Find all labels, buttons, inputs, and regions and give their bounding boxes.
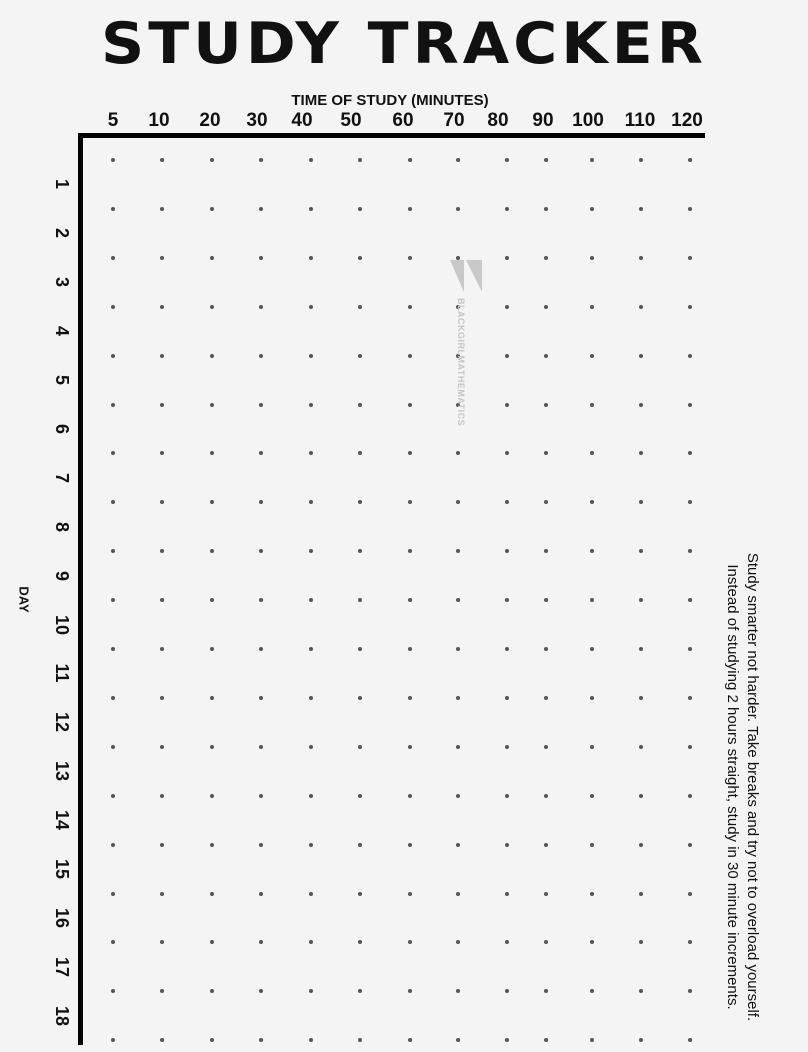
- day-tick-label: 5: [52, 375, 72, 386]
- day-tick-label: 2: [52, 228, 72, 239]
- grid-dot: [160, 647, 164, 651]
- grid-dot: [111, 1038, 115, 1042]
- grid-dot: [160, 451, 164, 455]
- grid-dot: [210, 207, 214, 211]
- grid-dot: [544, 256, 548, 260]
- grid-dot: [590, 989, 594, 993]
- grid-dot: [688, 696, 692, 700]
- grid-dot: [408, 647, 412, 651]
- x-tick-label: 10: [148, 110, 170, 131]
- grid-dot: [688, 794, 692, 798]
- grid-dot: [111, 158, 115, 162]
- grid-dot: [309, 647, 313, 651]
- study-tip-note: [722, 527, 762, 1047]
- day-tick-label: 9: [52, 570, 72, 581]
- grid-dot: [358, 500, 362, 504]
- grid-dot: [639, 1038, 643, 1042]
- grid-dot: [408, 598, 412, 602]
- grid-dot: [544, 158, 548, 162]
- grid-dot: [210, 305, 214, 309]
- grid-dot: [210, 745, 214, 749]
- grid-dot: [358, 207, 362, 211]
- grid-dot: [505, 451, 509, 455]
- grid-dot: [544, 892, 548, 896]
- grid-dot: [408, 940, 412, 944]
- grid-dot: [160, 892, 164, 896]
- grid-dot: [309, 745, 313, 749]
- x-axis-line: [78, 133, 705, 138]
- grid-dot: [358, 745, 362, 749]
- day-tick-label: 17: [52, 956, 72, 977]
- grid-dot: [688, 745, 692, 749]
- grid-dot: [259, 1038, 263, 1042]
- grid-dot: [408, 549, 412, 553]
- grid-dot: [688, 647, 692, 651]
- grid-dot: [358, 794, 362, 798]
- grid-dot: [505, 354, 509, 358]
- grid-dot: [160, 207, 164, 211]
- grid-dot: [639, 843, 643, 847]
- x-tick-label: 20: [199, 110, 221, 131]
- grid-dot: [160, 843, 164, 847]
- x-tick-label: 30: [246, 110, 268, 131]
- grid-dot: [309, 207, 313, 211]
- x-tick-label: 120: [671, 110, 703, 131]
- grid-dot: [590, 158, 594, 162]
- grid-dot: [210, 549, 214, 553]
- grid-dot: [688, 598, 692, 602]
- grid-dot: [111, 794, 115, 798]
- grid-dot: [456, 598, 460, 602]
- grid-dot: [544, 354, 548, 358]
- grid-dot: [111, 940, 115, 944]
- grid-dot: [639, 207, 643, 211]
- grid-dot: [408, 207, 412, 211]
- grid-dot: [505, 647, 509, 651]
- grid-dot: [408, 354, 412, 358]
- grid-dot: [210, 794, 214, 798]
- grid-dot: [210, 940, 214, 944]
- grid-dot: [688, 354, 692, 358]
- grid-dot: [639, 647, 643, 651]
- grid-dot: [544, 403, 548, 407]
- grid-dot: [505, 256, 509, 260]
- grid-dot: [688, 305, 692, 309]
- grid-dot: [639, 598, 643, 602]
- grid-dot: [160, 549, 164, 553]
- day-tick-label: 13: [52, 761, 72, 782]
- grid-dot: [505, 1038, 509, 1042]
- grid-dot: [210, 354, 214, 358]
- grid-dot: [590, 696, 594, 700]
- grid-dot: [309, 598, 313, 602]
- grid-dot: [456, 989, 460, 993]
- grid-dot: [456, 1038, 460, 1042]
- grid-dot: [259, 745, 263, 749]
- grid-dot: [210, 989, 214, 993]
- grid-dot: [688, 207, 692, 211]
- day-tick-label: 8: [52, 521, 72, 532]
- grid-dot: [505, 158, 509, 162]
- grid-dot: [505, 745, 509, 749]
- x-tick-label: 110: [624, 110, 656, 131]
- grid-dot: [160, 989, 164, 993]
- grid-dot: [505, 892, 509, 896]
- grid-dot: [408, 1038, 412, 1042]
- grid-dot: [590, 403, 594, 407]
- grid-dot: [408, 500, 412, 504]
- grid-dot: [688, 940, 692, 944]
- grid-dot: [456, 940, 460, 944]
- grid-dot: [111, 598, 115, 602]
- grid-dot: [160, 598, 164, 602]
- grid-dot: [259, 354, 263, 358]
- grid-dot: [210, 598, 214, 602]
- grid-dot: [505, 989, 509, 993]
- grid-dot: [456, 745, 460, 749]
- x-tick-label: 40: [291, 110, 313, 131]
- day-tick-label: 15: [52, 859, 72, 880]
- grid-dot: [309, 256, 313, 260]
- grid-dot: [639, 696, 643, 700]
- grid-dot: [505, 207, 509, 211]
- grid-dot: [544, 940, 548, 944]
- grid-dot: [259, 843, 263, 847]
- grid-dot: [210, 403, 214, 407]
- grid-dot: [111, 354, 115, 358]
- grid-dot: [688, 256, 692, 260]
- grid-dot: [544, 451, 548, 455]
- grid-dot: [456, 843, 460, 847]
- watermark: [446, 258, 486, 478]
- grid-dot: [688, 989, 692, 993]
- grid-dot: [160, 745, 164, 749]
- grid-dot: [111, 305, 115, 309]
- watermark-logo-icon: [448, 258, 484, 294]
- grid-dot: [408, 696, 412, 700]
- grid-dot: [111, 403, 115, 407]
- grid-dot: [358, 892, 362, 896]
- grid-dot: [210, 647, 214, 651]
- grid-dot: [309, 696, 313, 700]
- grid-dot: [111, 696, 115, 700]
- grid-dot: [688, 1038, 692, 1042]
- grid-dot: [259, 647, 263, 651]
- grid-dot: [456, 207, 460, 211]
- grid-dot: [358, 256, 362, 260]
- grid-dot: [590, 549, 594, 553]
- grid-dot: [259, 403, 263, 407]
- grid-dot: [259, 256, 263, 260]
- y-axis-caption: DAY: [16, 586, 32, 613]
- grid-dot: [111, 892, 115, 896]
- grid-dot: [505, 549, 509, 553]
- grid-dot: [408, 892, 412, 896]
- grid-dot: [309, 354, 313, 358]
- grid-dot: [505, 940, 509, 944]
- grid-dot: [456, 500, 460, 504]
- grid-dot: [160, 256, 164, 260]
- grid-dot: [111, 256, 115, 260]
- grid-dot: [590, 1038, 594, 1042]
- grid-dot: [408, 305, 412, 309]
- grid-dot: [639, 451, 643, 455]
- grid-dot: [210, 696, 214, 700]
- grid-dot: [688, 500, 692, 504]
- grid-dot: [210, 843, 214, 847]
- grid-dot: [160, 500, 164, 504]
- grid-dot: [309, 305, 313, 309]
- day-tick-label: 7: [52, 472, 72, 483]
- grid-dot: [160, 305, 164, 309]
- day-tick-label: 3: [52, 277, 72, 288]
- grid-dot: [544, 500, 548, 504]
- grid-dot: [544, 794, 548, 798]
- grid-dot: [456, 549, 460, 553]
- grid-dot: [408, 843, 412, 847]
- grid-dot: [259, 500, 263, 504]
- grid-dot: [544, 647, 548, 651]
- grid-dot: [639, 354, 643, 358]
- grid-dot: [259, 158, 263, 162]
- day-tick-label: 10: [52, 614, 72, 635]
- grid-dot: [309, 451, 313, 455]
- grid-dot: [639, 305, 643, 309]
- grid-dot: [456, 892, 460, 896]
- grid-dot: [309, 843, 313, 847]
- grid-dot: [544, 598, 548, 602]
- grid-dot: [259, 451, 263, 455]
- grid-dot: [688, 451, 692, 455]
- grid-dot: [590, 207, 594, 211]
- grid-dot: [309, 403, 313, 407]
- grid-dot: [639, 158, 643, 162]
- grid-dot: [544, 843, 548, 847]
- grid-dot: [639, 256, 643, 260]
- day-tick-label: 6: [52, 423, 72, 434]
- grid-dot: [590, 892, 594, 896]
- grid-dot: [309, 892, 313, 896]
- grid-dot: [160, 403, 164, 407]
- grid-dot: [210, 256, 214, 260]
- grid-dot: [408, 158, 412, 162]
- grid-dot: [590, 256, 594, 260]
- grid-dot: [358, 549, 362, 553]
- grid-dot: [111, 207, 115, 211]
- watermark-text: BLACKGIRLMATHEMATICS: [456, 298, 466, 427]
- grid-dot: [309, 940, 313, 944]
- grid-dot: [309, 500, 313, 504]
- grid-dot: [408, 403, 412, 407]
- grid-dot: [408, 451, 412, 455]
- x-tick-label: 90: [532, 110, 554, 131]
- day-tick-label: 11: [52, 663, 72, 683]
- grid-dot: [688, 843, 692, 847]
- day-tick-label: 12: [52, 712, 72, 733]
- grid-dot: [358, 403, 362, 407]
- grid-dot: [358, 940, 362, 944]
- grid-dot: [210, 158, 214, 162]
- grid-dot: [358, 696, 362, 700]
- grid-dot: [639, 549, 643, 553]
- grid-dot: [309, 158, 313, 162]
- grid-dot: [160, 696, 164, 700]
- grid-dot: [111, 745, 115, 749]
- grid-dot: [111, 647, 115, 651]
- grid-dot: [210, 451, 214, 455]
- grid-dot: [210, 892, 214, 896]
- grid-dot: [639, 794, 643, 798]
- grid-dot: [590, 500, 594, 504]
- grid-dot: [358, 451, 362, 455]
- grid-dot: [639, 989, 643, 993]
- grid-dot: [590, 794, 594, 798]
- grid-dot: [358, 158, 362, 162]
- grid-dot: [160, 940, 164, 944]
- grid-dot: [111, 549, 115, 553]
- grid-dot: [259, 989, 263, 993]
- grid-dot: [358, 989, 362, 993]
- grid-dot: [590, 940, 594, 944]
- grid-dot: [639, 940, 643, 944]
- grid-dot: [111, 451, 115, 455]
- grid-dot: [544, 696, 548, 700]
- grid-dot: [544, 1038, 548, 1042]
- x-tick-label: 80: [487, 110, 509, 131]
- study-tip-line-1: Study smarter not harder. Take breaks and try not to overload yourself.: [744, 552, 761, 1022]
- grid-dot: [590, 451, 594, 455]
- grid-dot: [111, 989, 115, 993]
- grid-dot: [160, 354, 164, 358]
- grid-dot: [590, 647, 594, 651]
- grid-dot: [358, 305, 362, 309]
- grid-dot: [408, 256, 412, 260]
- grid-dot: [639, 500, 643, 504]
- grid-dot: [639, 745, 643, 749]
- grid-dot: [688, 403, 692, 407]
- grid-dot: [358, 598, 362, 602]
- x-tick-label: 70: [443, 110, 465, 131]
- grid-dot: [456, 158, 460, 162]
- grid-dot: [688, 158, 692, 162]
- grid-dot: [309, 1038, 313, 1042]
- grid-dot: [111, 843, 115, 847]
- grid-dot: [505, 843, 509, 847]
- grid-dot: [259, 207, 263, 211]
- grid-dot: [456, 696, 460, 700]
- grid-dot: [160, 1038, 164, 1042]
- grid-dot: [358, 843, 362, 847]
- x-tick-label: 5: [107, 110, 119, 131]
- grid-dot: [590, 598, 594, 602]
- day-tick-label: 1: [52, 179, 72, 190]
- grid-dot: [210, 500, 214, 504]
- grid-dot: [505, 696, 509, 700]
- grid-dot: [639, 892, 643, 896]
- grid-dot: [505, 403, 509, 407]
- x-axis-caption: TIME OF STUDY (MINUTES): [291, 92, 489, 109]
- grid-dot: [210, 1038, 214, 1042]
- grid-dot: [544, 745, 548, 749]
- grid-dot: [688, 549, 692, 553]
- grid-dot: [590, 354, 594, 358]
- grid-dot: [259, 892, 263, 896]
- grid-dot: [259, 794, 263, 798]
- grid-dot: [259, 549, 263, 553]
- grid-dot: [259, 940, 263, 944]
- grid-dot: [505, 794, 509, 798]
- page-title: STUDY TRACKER: [101, 10, 707, 78]
- x-tick-label: 60: [392, 110, 414, 131]
- grid-dot: [456, 794, 460, 798]
- grid-dot: [408, 794, 412, 798]
- grid-dot: [111, 500, 115, 504]
- grid-dot: [259, 598, 263, 602]
- grid-dot: [358, 354, 362, 358]
- grid-dot: [358, 647, 362, 651]
- grid-dot: [259, 696, 263, 700]
- grid-dot: [590, 305, 594, 309]
- grid-dot: [505, 305, 509, 309]
- grid-dot: [160, 794, 164, 798]
- y-axis-line: [78, 133, 83, 1045]
- grid-dot: [309, 549, 313, 553]
- day-tick-label: 4: [52, 326, 72, 337]
- grid-dot: [408, 989, 412, 993]
- grid-dot: [590, 843, 594, 847]
- grid-dot: [639, 403, 643, 407]
- grid-dot: [544, 549, 548, 553]
- day-tick-label: 16: [52, 907, 72, 928]
- grid-dot: [309, 794, 313, 798]
- grid-dot: [358, 1038, 362, 1042]
- grid-dot: [505, 598, 509, 602]
- grid-dot: [688, 892, 692, 896]
- study-tip-line-2: Instead of studying 2 hours straight, study in 30 minute increments.: [724, 564, 741, 1010]
- grid-dot: [259, 305, 263, 309]
- day-tick-label: 14: [52, 810, 72, 831]
- day-tick-label: 18: [52, 1005, 72, 1026]
- grid-dot: [456, 647, 460, 651]
- grid-dot: [544, 989, 548, 993]
- grid-dot: [160, 158, 164, 162]
- grid-dot: [505, 500, 509, 504]
- x-tick-label: 50: [340, 110, 362, 131]
- grid-dot: [544, 207, 548, 211]
- grid-dot: [590, 745, 594, 749]
- grid-dot: [544, 305, 548, 309]
- grid-dot: [408, 745, 412, 749]
- grid-dot: [309, 989, 313, 993]
- x-tick-label: 100: [572, 110, 604, 131]
